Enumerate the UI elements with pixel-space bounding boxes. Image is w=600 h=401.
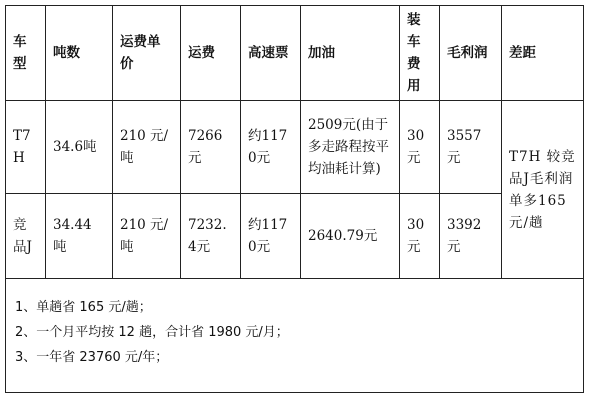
cell-model: 竞品J	[6, 194, 46, 279]
header-row	[6, 6, 584, 101]
notes-row	[6, 279, 584, 393]
header-difference: 差距	[502, 6, 584, 101]
cell-loading: 30元	[400, 194, 440, 279]
cell-loading: 30元	[400, 101, 440, 194]
cell-fuel: 2509元(由于多走路程按平均油耗计算)	[301, 101, 400, 194]
header-fuel: 加油	[301, 6, 400, 101]
cell-unit-price: 210 元/吨	[113, 194, 181, 279]
cell-model: T7H	[6, 101, 46, 194]
cell-toll: 约1170元	[241, 101, 301, 194]
note-line-2: 2、一个月平均按 12 趟，合计省 1980 元/月；	[15, 325, 289, 340]
comparison-table	[5, 5, 584, 393]
cell-unit-price: 210 元/吨	[113, 101, 181, 194]
cell-toll: 约1170元	[241, 194, 301, 279]
cell-gross-profit: 3557元	[440, 101, 502, 194]
notes-cell	[6, 279, 584, 393]
cell-fuel: 2640.79元	[301, 194, 400, 279]
header-gross-profit: 毛利润	[440, 6, 502, 101]
note-line-3: 3、一年省 23760 元/年；	[15, 350, 169, 365]
cell-tonnage: 34.6吨	[46, 101, 113, 194]
cell-freight: 7232.4元	[181, 194, 241, 279]
note-line-1: 1、单趟省 165 元/趟；	[15, 300, 152, 315]
table-row	[6, 101, 584, 194]
header-tonnage: 吨数	[46, 6, 113, 101]
header-model: 车型	[6, 6, 46, 101]
cell-gross-profit: 3392元	[440, 194, 502, 279]
header-toll: 高速票	[241, 6, 301, 101]
table-row	[6, 194, 584, 279]
cell-freight: 7266元	[181, 101, 241, 194]
header-unit-price: 运费单价	[113, 6, 181, 101]
header-freight: 运费	[181, 6, 241, 101]
cell-tonnage: 34.44吨	[46, 194, 113, 279]
header-loading: 装车费用	[400, 6, 440, 101]
cell-difference: T7H 较竞品J毛利润单多165元/趟	[502, 101, 584, 279]
